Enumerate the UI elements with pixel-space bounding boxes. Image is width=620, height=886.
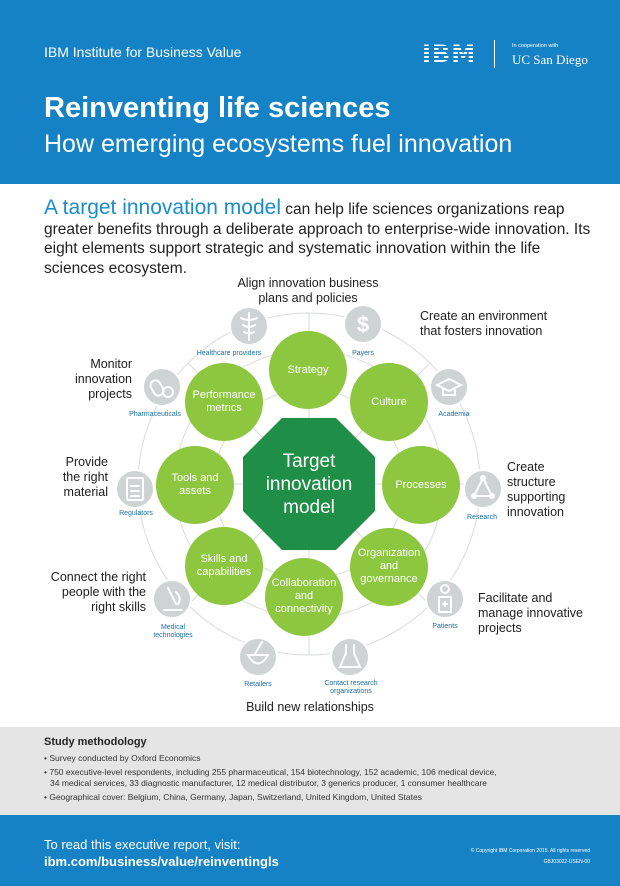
annotation-culture: Create an environment that fosters innovation	[420, 309, 548, 338]
skills-label: Skills and capabilities	[196, 553, 252, 578]
methodology-heading: Study methodology	[44, 736, 147, 748]
flask-icon	[331, 638, 369, 676]
footer-read-label: To read this executive report, visit:	[44, 837, 241, 852]
ibm-logo: IBM	[422, 40, 477, 68]
partner-logo: UC San Diego	[512, 52, 588, 67]
annotation-performance: Monitor innovation projects	[75, 357, 132, 401]
methodology-item: • Geographical cover: Belgium, China, Germany, Japan, Switzerland, United Kingdom, United States	[44, 792, 422, 802]
annotation-processes: Create structure supporting innovation	[507, 460, 566, 519]
footer-report-link[interactable]: ibm.com/business/value/reinventingls	[44, 854, 279, 869]
organization-label: Organization and governance	[357, 547, 421, 585]
footer-copyright: © Copyright IBM Corporation 2015. All rights reserved	[470, 848, 590, 854]
stakeholder-research: Research	[467, 514, 497, 521]
dollar-glyph: $	[356, 312, 370, 337]
stakeholder-payers: Payers	[352, 350, 374, 357]
annotation-skills: Connect the right people with the right skills	[50, 570, 146, 614]
performance-label: Performance metrics	[192, 389, 256, 414]
mortarboard-icon	[430, 368, 468, 406]
tools-label: Tools and assets	[171, 472, 219, 497]
methodology-panel	[0, 727, 620, 815]
processes-label: Processes	[395, 479, 447, 491]
strategy-label: Strategy	[287, 364, 329, 376]
cooperation-label: In cooperation with	[512, 43, 559, 49]
institute-name: IBM Institute for Business Value	[44, 44, 242, 60]
stakeholder-healthcare: Healthcare providers	[196, 350, 262, 357]
annotation-tools: Provide the right material	[62, 455, 108, 499]
stakeholder-cro: Contact research organizations	[324, 680, 378, 695]
intro-text: can help life sciences organizations reap greater benefits through a deliberate approach to enterprise-wide innovation. Its eight elements support strategic and systematic innovation within the life sciences ecosystem.	[44, 201, 591, 277]
stakeholder-medtech: Medical technologies	[153, 624, 193, 639]
stakeholder-patients: Patients	[432, 623, 458, 630]
footer-banner	[0, 815, 620, 886]
collaboration-label: Collaboration and connectivity	[271, 577, 337, 615]
stakeholder-regulators: Regulators	[119, 510, 153, 517]
methodology-item: • Survey conducted by Oxford Economics	[44, 753, 201, 763]
stakeholder-academia: Academia	[438, 411, 470, 418]
intro-lead: A target innovation model	[44, 196, 281, 219]
footer-doc-code: GBJ03022-USEN-00	[543, 859, 590, 865]
annotation-collaboration: Build new relationships	[246, 700, 374, 714]
annotation-organization: Facilitate and manage innovative projects	[478, 591, 583, 635]
page-subtitle: How emerging ecosystems fuel innovation	[44, 130, 513, 158]
page-title: Reinventing life sciences	[44, 92, 391, 124]
culture-label: Culture	[371, 396, 407, 408]
microscope-icon	[153, 580, 191, 618]
stakeholder-retailers: Retailers	[244, 681, 272, 688]
stakeholder-pharmaceuticals: Pharmaceuticals	[129, 411, 181, 418]
mortar-pestle-icon	[239, 638, 277, 676]
methodology-item: • 750 executive-level respondents, including 255 pharmaceutical, 154 biotechnology, 152 academic, 106 medical device,	[44, 767, 497, 777]
center-model-label: Target innovation model	[265, 451, 353, 518]
annotation-strategy: Align innovation business plans and policies	[237, 276, 379, 305]
methodology-item: 34 medical services, 33 diagnostic manufacturer, 12 medical distributor, 3 generics producer, 1 consumer healthcare	[50, 778, 488, 788]
clipboard-icon	[116, 470, 154, 508]
